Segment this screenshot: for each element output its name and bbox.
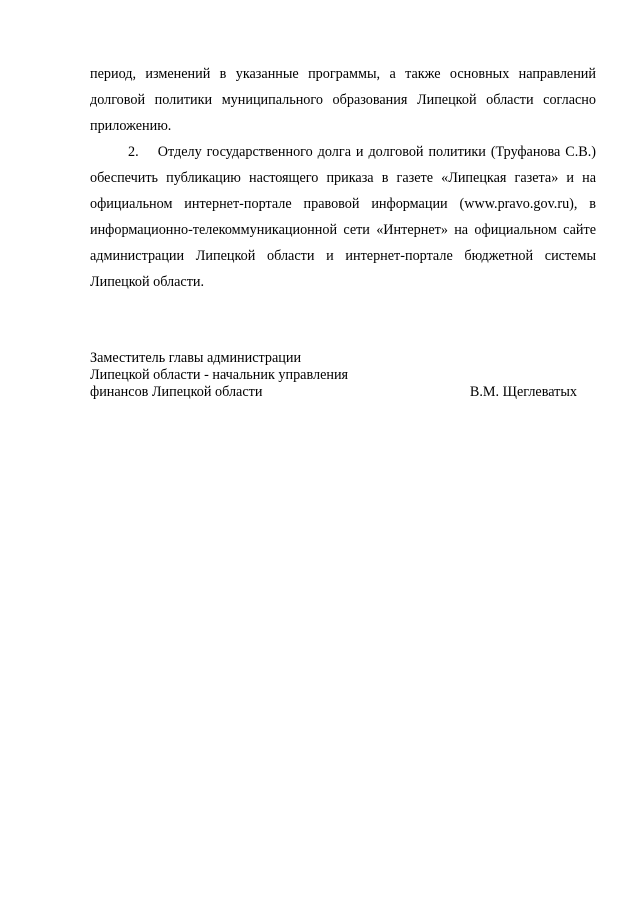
signatory-name: В.М. Щеглеватых	[469, 384, 577, 400]
paragraph-1	[90, 61, 596, 139]
paragraph-2-text: Отделу государственного долга и долговой политики (Труфанова С.В.) обеспечить публикацию настоящего приказа в газете «Липецкая газета» и на официальном интернет-портале правовой информации (www.pravo.gov.ru), в информационно-телекоммуникационной сети «Интернет» на официальном сайте администрации Липецкой области и интернет-портале бюджетной системы Липецкой области.	[90, 144, 596, 290]
signature-block	[90, 350, 590, 401]
paragraph-2-gap	[139, 144, 158, 160]
paragraph-2-number: 2.	[128, 144, 139, 160]
signature-title-line-2: Липецкой области - начальник управления	[90, 367, 349, 383]
signature-title-line-1: Заместитель главы администрации	[90, 350, 302, 366]
paragraph-1-text: период, изменений в указанные программы, а также основных направлений долговой политики муниципального образования Липецкой области согласно приложению.	[90, 66, 596, 134]
signature-title-line-3-row	[90, 384, 577, 401]
paragraph-2	[90, 139, 596, 295]
signature-title-line-3: финансов Липецкой области	[90, 384, 263, 400]
